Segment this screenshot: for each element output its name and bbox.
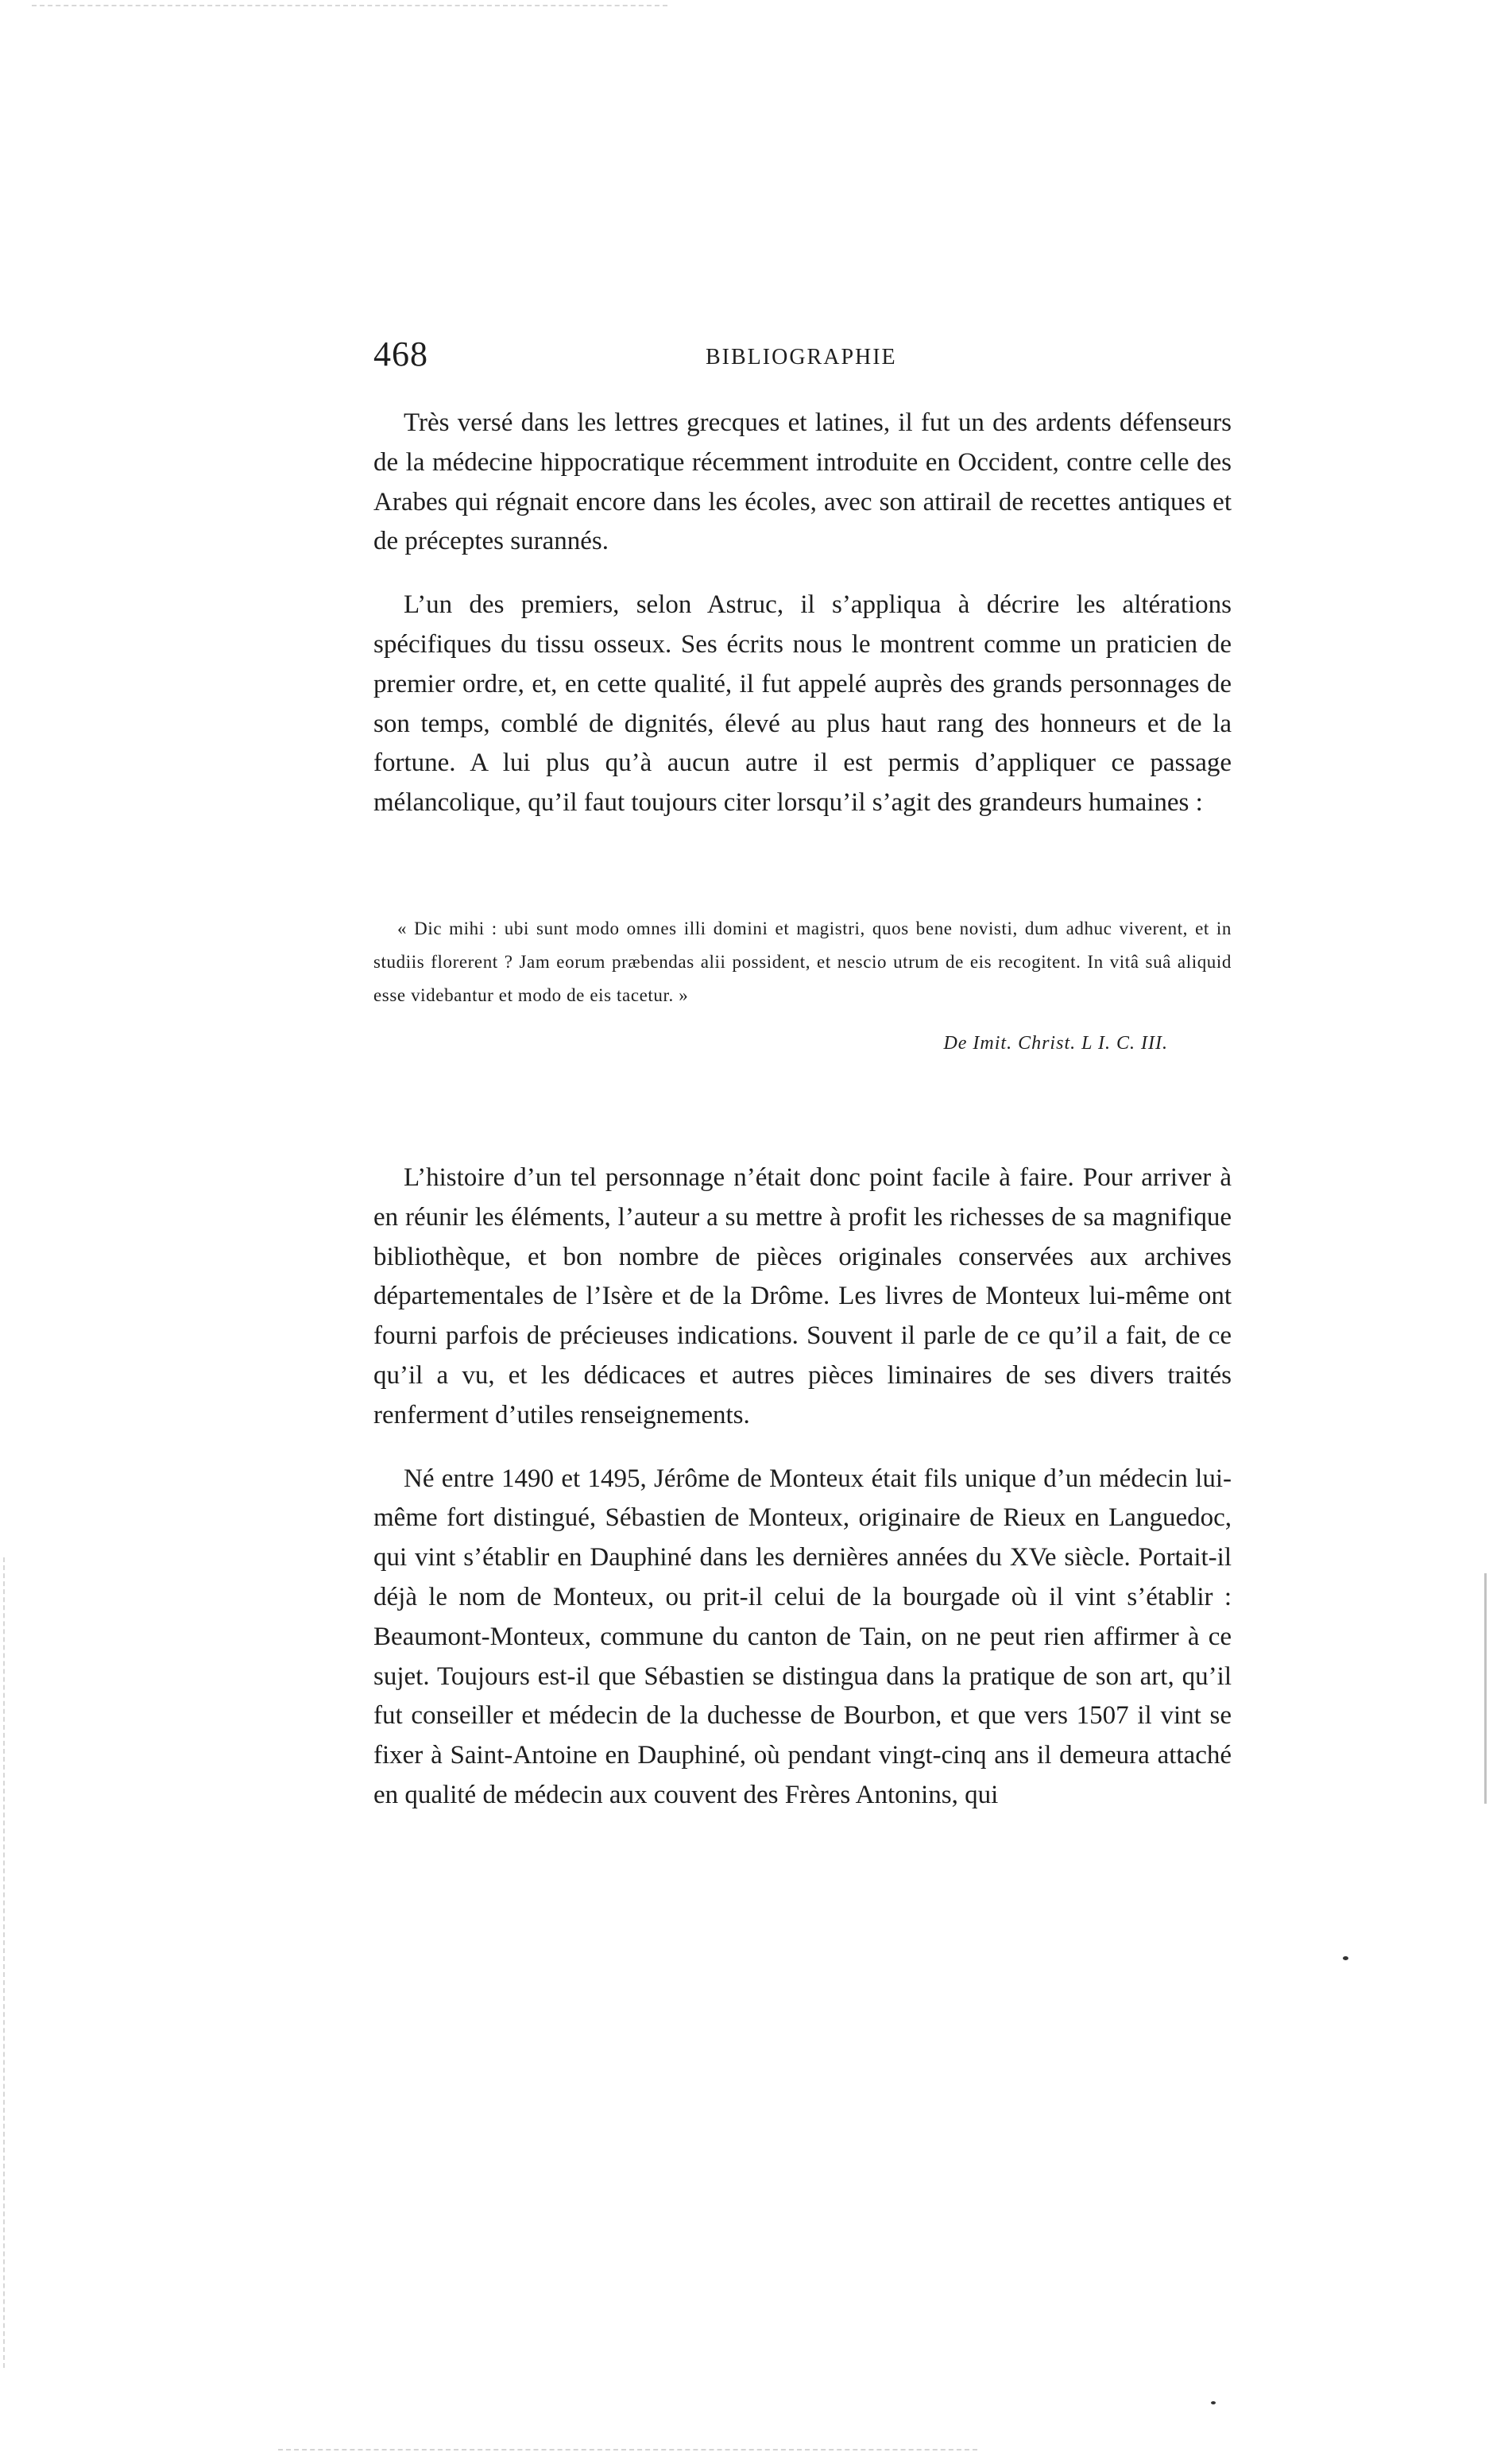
block-quote bbox=[373, 912, 1232, 1012]
paragraph: L’un des premiers, selon Astruc, il s’appliqua à décrire les altérations spécifiques du tissu osseux. Ses écrits nous le montrent comme un praticien de premier ordre, et, en cette qualité, il fut appelé auprès des grands personnages de son temps, comblé de dignités, élevé au plus haut rang des honneurs et de la fortune. A lui plus qu’à aucun autre il est permis d’appliquer ce passage mélancolique, qu’il faut toujours citer lorsqu’il s’agit des grandeurs humaines : bbox=[373, 590, 1232, 818]
scan-speck bbox=[1343, 1956, 1348, 1960]
scan-edge-marks-left bbox=[3, 1557, 5, 2368]
quote-text: « Dic mihi : ubi sunt modo omnes illi domini et magistri, quos bene novisti, dum adhuc viverent, et in studiis florerent ? Jam eorum præbendas alii possident, et nescio utrum de eis recogitent. In vitâ suâ aliquid esse videbantur et modo de eis tacetur. » bbox=[373, 919, 1232, 1005]
scan-edge-marks-top bbox=[32, 5, 667, 10]
paragraph: L’histoire d’un tel personnage n’était donc point facile à faire. Pour arriver à en réunir les éléments, l’auteur a su mettre à profit les richesses de sa magnifique bibliothèque, et bon nombre de pièces originales conservées aux archives départementales de l’Isère et de la Drôme. Les livres de Monteux lui-même ont fourni parfois de précieuses indications. Souvent il parle de ce qu’il a fait, de ce qu’il a vu, et les dédicaces et autres pièces liminaires de ses divers traités renferment d’utiles renseignements. bbox=[373, 1163, 1232, 1429]
body-text-bottom bbox=[373, 1159, 1232, 1816]
paragraph: Très versé dans les lettres grecques et latines, il fut un des ardents défenseurs de la médecine hippocratique récemment introduite en Occident, contre celle des Arabes qui régnait encore dans les écoles, avec son attirail de recettes antiques et de préceptes surannés. bbox=[373, 408, 1232, 556]
body-text-top bbox=[373, 404, 1232, 823]
page-header bbox=[373, 334, 1232, 381]
scan-edge-marks-right bbox=[1484, 1573, 1487, 1804]
paragraph: Né entre 1490 et 1495, Jérôme de Monteux était fils unique d’un médecin lui-même fort distingué, Sébastien de Monteux, originaire de Rieux en Languedoc, qui vint s’établir en Dauphiné dans les dernières années du XVe siècle. Portait-il déjà le nom de Monteux, ou prit-il celui de la bourgade où il vint s’établir : Beaumont-Monteux, commune du canton de Tain, on ne peut rien affirmer à ce sujet. Toujours est-il que Sébastien se distingua dans la pratique de son art, qu’il fut conseiller et médecin de la duchesse de Bourbon, et que vers 1507 il vint se fixer à Saint-Antoine en Dauphiné, où pendant vingt-cinq ans il demeura attaché en qualité de médecin aux couvent des Frères Antonins, qui bbox=[373, 1464, 1232, 1809]
scan-edge-marks-bottom bbox=[278, 2449, 977, 2450]
running-head: BIBLIOGRAPHIE bbox=[706, 345, 897, 369]
scan-speck bbox=[1211, 2401, 1216, 2404]
quote-citation: De Imit. Christ. L I. C. III. bbox=[943, 1033, 1168, 1054]
page-number: 468 bbox=[373, 335, 428, 373]
